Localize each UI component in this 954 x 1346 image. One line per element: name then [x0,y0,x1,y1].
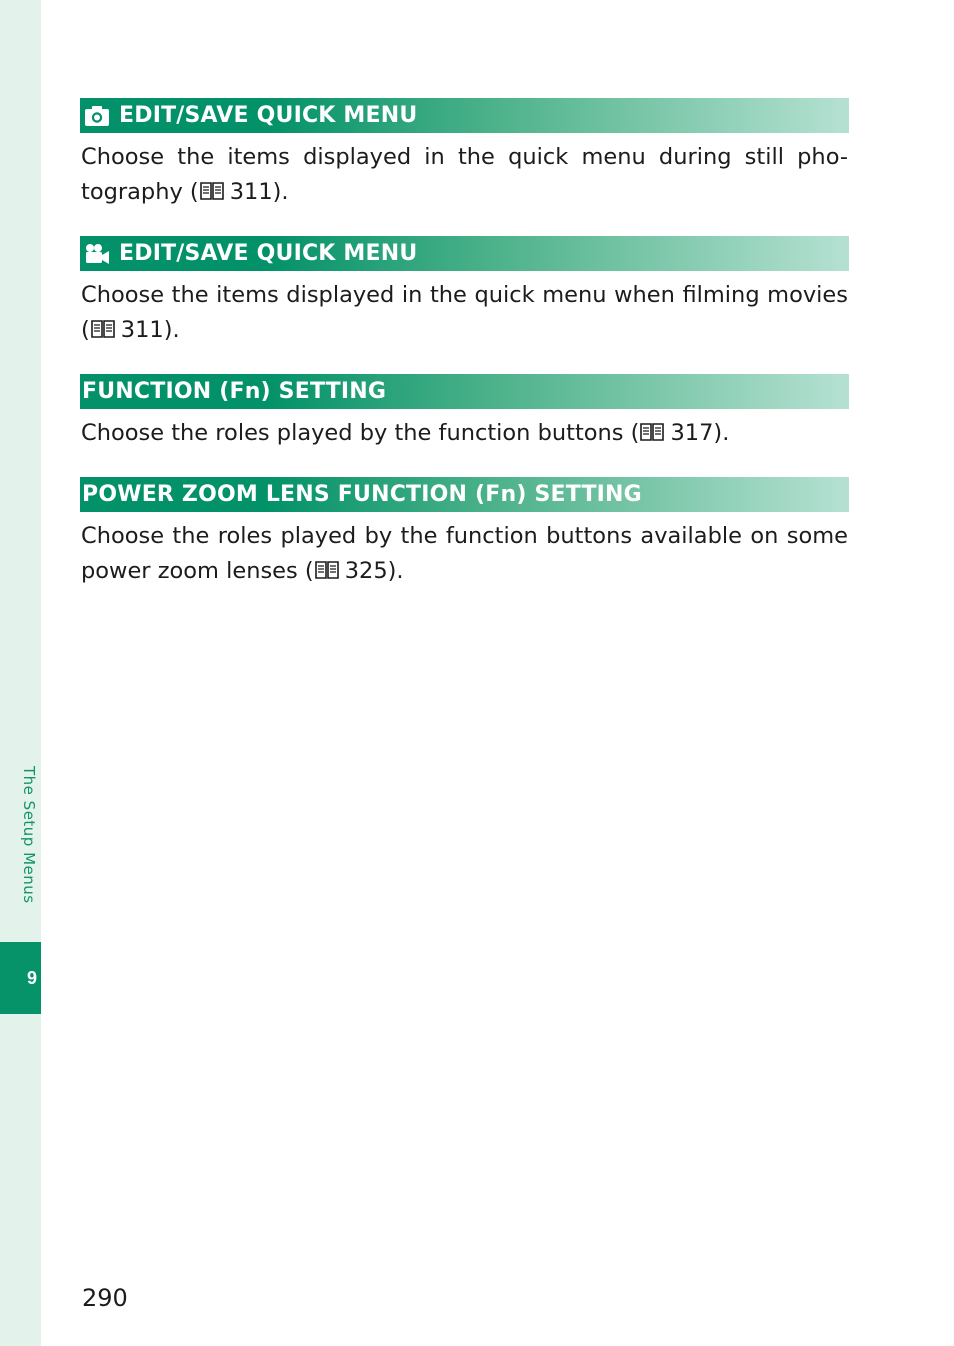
page-reference[interactable]: 325 [344,557,388,584]
description-suffix: ). [713,420,730,446]
page-reference[interactable]: 317 [670,420,714,446]
section-heading-bar [80,477,849,512]
book-icon [200,177,224,212]
description-text: Choose the roles played by the function buttons available on some power zoom lenses ( [81,523,848,584]
section-still-quick-menu [80,98,849,211]
chapter-number-tab [0,942,41,1014]
chapter-title: The Setup Menus [20,766,38,904]
page-reference[interactable]: 311 [120,316,164,343]
section-description [81,140,848,211]
book-icon [640,418,664,453]
book-icon [315,556,339,591]
movie-camera-icon [82,236,112,271]
section-description [81,416,848,453]
camera-icon [82,98,112,133]
section-power-zoom-function-setting [80,477,849,590]
page-reference[interactable]: 311 [229,178,273,205]
section-movie-quick-menu [80,236,849,349]
section-description [81,519,848,590]
description-suffix: ). [163,316,180,343]
section-heading: EDIT/SAVE QUICK MENU [119,241,418,266]
section-heading: FUNCTION (Fn) SETTING [82,379,387,404]
description-suffix: ). [387,557,404,584]
page-number: 290 [82,1284,128,1312]
description-text: Choose the roles played by the function buttons ( [81,420,640,446]
chapter-number: 9 [26,967,37,988]
section-heading-bar [80,374,849,409]
description-text: Choose the items displayed in the quick menu during still pho-tography ( [81,144,848,205]
section-description [81,278,848,349]
section-heading-bar [80,98,849,133]
section-heading: EDIT/SAVE QUICK MENU [119,103,418,128]
description-text: Choose the items displayed in the quick menu when filming movies ( [81,282,848,343]
chapter-side-strip [0,0,41,1346]
section-heading: POWER ZOOM LENS FUNCTION (Fn) SETTING [82,482,642,507]
section-heading-bar [80,236,849,271]
section-function-setting [80,374,849,453]
description-suffix: ). [272,178,289,205]
book-icon [91,315,115,350]
